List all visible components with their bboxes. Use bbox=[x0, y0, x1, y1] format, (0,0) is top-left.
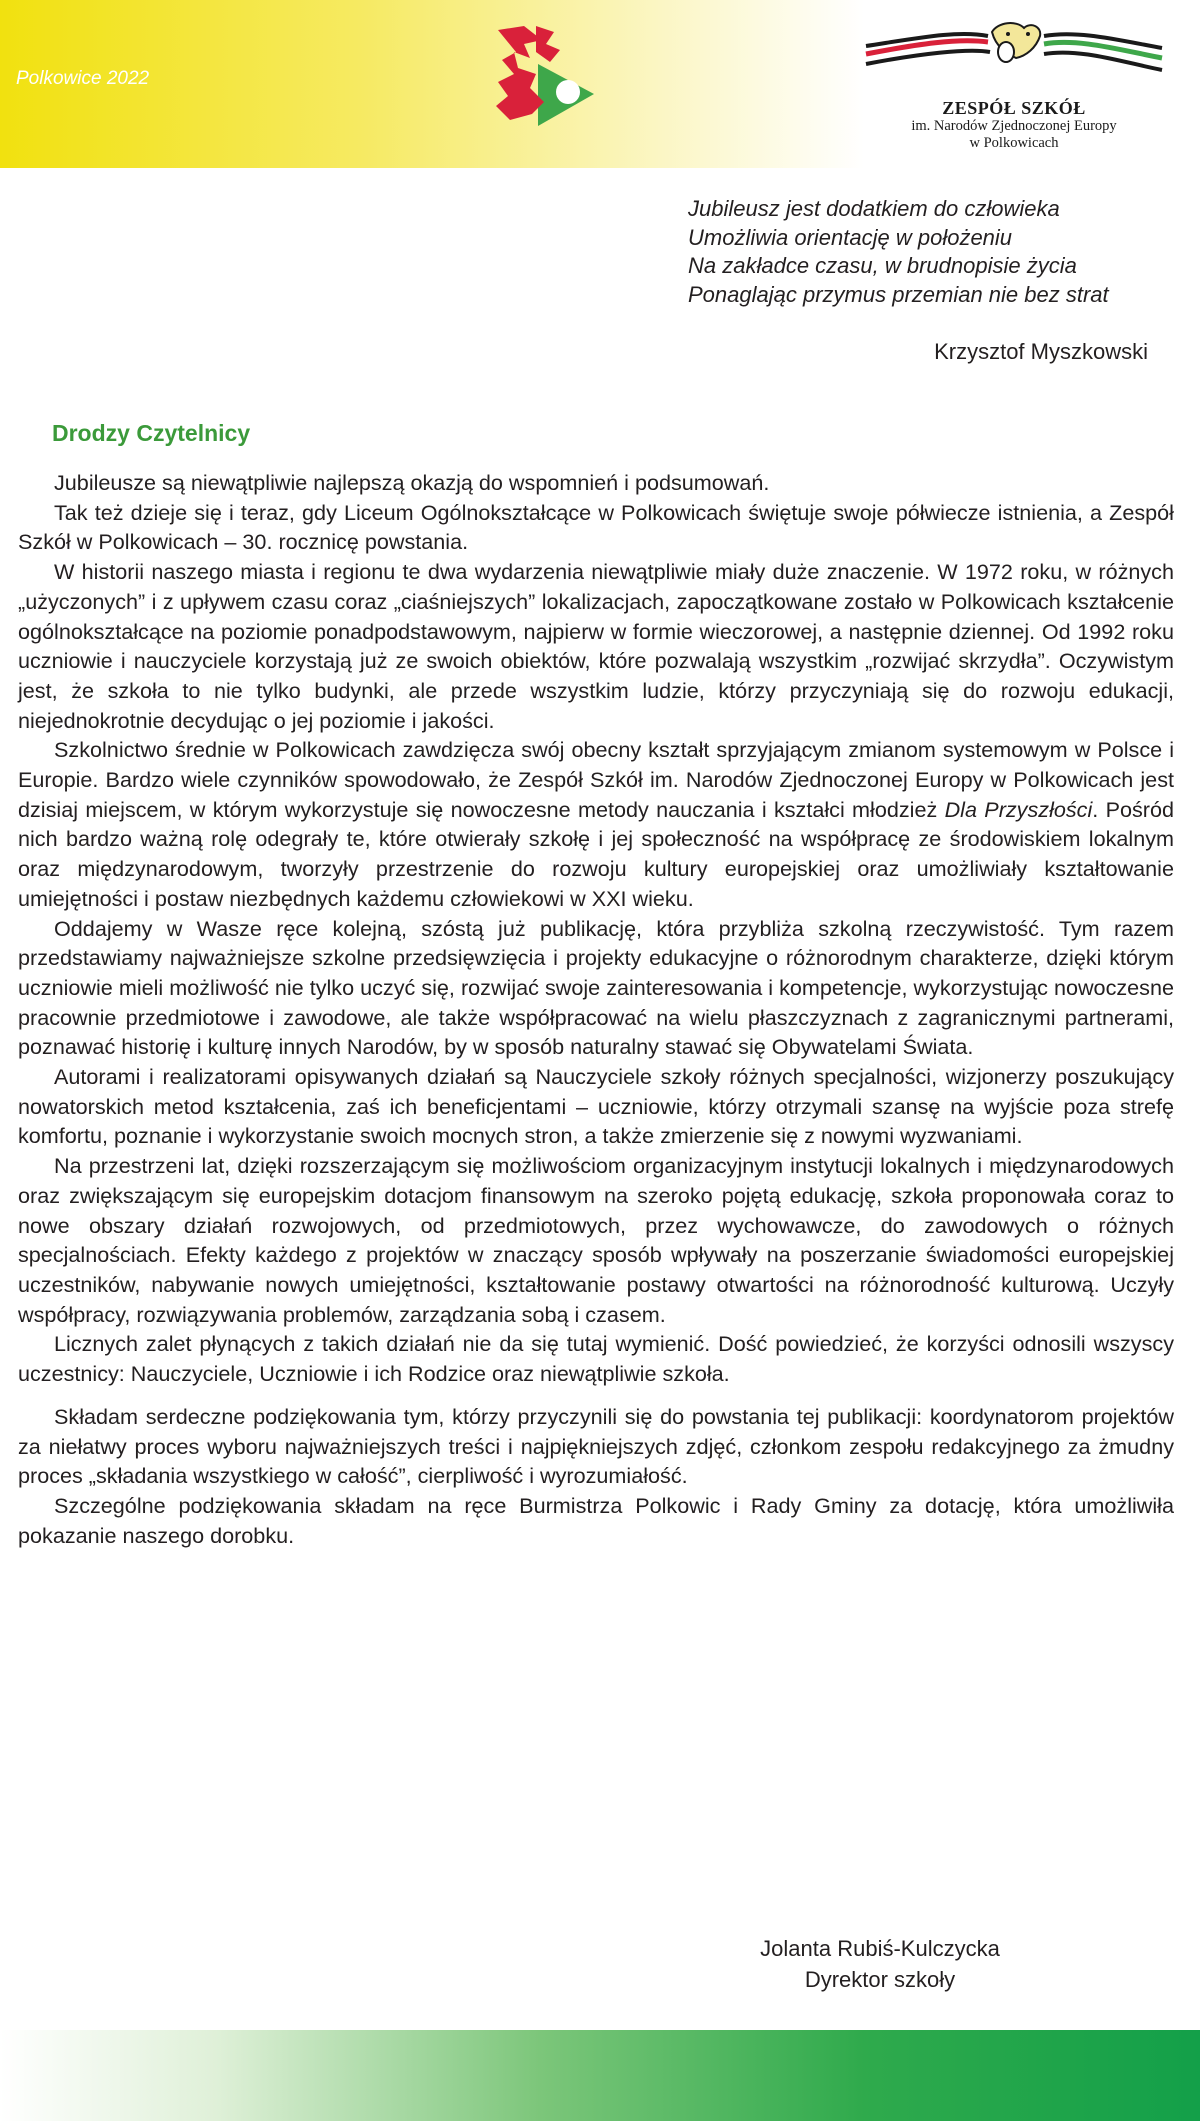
letter-paragraph: W historii naszego miasta i regionu te dwa wydarzenia niewątpliwie miały duże znaczenie. W 1972 roku, w różnych „użyczonych” i z upływem czasu coraz „ciaśniejszych” lokalizacjach, zapoczątkowane zostało w Polkowicach kształcenie ogólnokształcące na poziomie ponadpodstawowym, najpierw w formie wieczorowej, a następnie dziennej. Od 1992 roku uczniowie i nauczyciele korzystają już ze swoich obiektów, które pozwalają wszystkim „rozwijać skrzydła”. Oczywistym jest, że szkoła to nie tylko budynki, ale przede wszystkim ludzie, którzy przyczyniają się do rozwoju edukacji, niejednokrotnie decydując o jej poziomie i jakości. bbox=[18, 559, 1174, 733]
epigraph-poem bbox=[688, 195, 1148, 309]
poem-line: Na zakładce czasu, w brudnopisie życia bbox=[688, 253, 1077, 278]
poem-line: Umożliwia orientację w położeniu bbox=[688, 224, 1013, 250]
letter-paragraph: Tak też dzieje się i teraz, gdy Liceum Ogólnokształcące w Polkowicach świętuje swoje półwiecze istnienia, a Zespół Szkół w Polkowicach – 30. rocznicę powstania. bbox=[18, 499, 1174, 555]
paragraph-text: . Pośród nich bardzo ważną rolę odegrały te, które otwierały szkołę i jej społeczność na współpracę ze środowiskiem lokalnym oraz międzynarodowym, tworzyły przestrzenie do rozwoju kultury europejskiej oraz umożliwiały kształtowanie umiejętności i postaw niezbędnych każdemu człowiekowi w XXI wieku. bbox=[18, 796, 1175, 911]
letter-paragraph: Składam serdeczne podziękowania tym, którzy przyczynili się do powstania tej publikacji: koordynatorom projektów za niełatwy proces wyboru najważniejszych treści i najpiękniejszych zdjęć, członkom zespołu redakcyjnego za żmudny proces „składania wszystkiego w całość”, cierpliwość i wyrozumiałość. bbox=[18, 1403, 1174, 1489]
letter-paragraph: Licznych zalet płynących z takich działań nie da się tutaj wymienić. Dość powiedzieć, że korzyści odnosili wszyscy uczestnicy: Nauczyciele, Uczniowie i ich Rodzice oraz niewątpliwie szkoła. bbox=[18, 1331, 1174, 1387]
poem-line: Jubileusz jest dodatkiem do człowieka bbox=[688, 196, 1060, 221]
school-name-line1: ZESPÓŁ SZKÓŁ bbox=[942, 98, 1086, 118]
poem-author: Krzysztof Myszkowski bbox=[934, 339, 1148, 364]
school-name-line3: w Polkowicach bbox=[969, 135, 1059, 151]
signature-block bbox=[700, 1933, 1200, 1995]
letter-paragraph: Jubileusze są niewątpliwie najlepszą okazją do wspomnień i podsumowań. bbox=[54, 470, 770, 495]
school-name bbox=[858, 98, 1170, 152]
footer-band bbox=[0, 2030, 1200, 2121]
letter-paragraph bbox=[18, 735, 1174, 913]
header-band bbox=[0, 0, 1200, 168]
letter-greeting: Drodzy Czytelnicy bbox=[52, 420, 251, 446]
letter-paragraph: Autorami i realizatorami opisywanych działań są Nauczyciele szkoły różnych specjalności, wizjonerzy poszukujący nowatorskich metod kształcenia, zaś ich beneficjentami – uczniowie, którzy otrzymali szansę na wyjście poza strefę komfortu, poznanie i wykorzystanie swoich mocnych stron, a także zmierzenie się z nowymi wyzwaniami. bbox=[18, 1064, 1174, 1149]
letter-paragraph: Oddajemy w Wasze ręce kolejną, szóstą już publikację, która przybliża szkolną rzeczywistość. Tym razem przedstawiamy najważniejsze szkolne przedsięwzięcia i projekty edukacyjne o różnorodnym charakterze, dzięki którym uczniowie mieli możliwość nie tylko uczyć się, rozwijać swoje zainteresowania i kompetencje, wykorzystując nowoczesne pracownie przedmiotowe i zawodowe, ale także współpracować na wielu płaszczyznach z zagranicznymi partnerami, poznawać historię i kulturę innych Narodów, by w sposób naturalny stawać się Obywatelami Świata. bbox=[18, 915, 1174, 1060]
signature-name: Jolanta Rubiś-Kulczycka bbox=[760, 1936, 1000, 1961]
paragraph-text: Szkolnictwo średnie w Polkowicach zawdzięcza swój obecny kształt sprzyjającym zmianom systemowym w Polsce i Europie. Bardzo wiele czynników spowodowało, że Zespół Szkół im. Narodów Zjednoczonej Europy w Polkowicach jest dzisiaj miejscem, w którym wykorzystuje się nowoczesne metody nauczania i kształci młodzież bbox=[18, 737, 1174, 822]
jubilee-50-logo bbox=[490, 22, 602, 134]
emphasis-text: Dla Przyszłości bbox=[944, 796, 1093, 822]
letter-paragraph: Na przestrzeni lat, dzięki rozszerzającym się możliwościom organizacyjnym instytucji lokalnych i międzynarodowych oraz zwiększającym się europejskim dotacjom finansowym na szeroko pojętą edukację, szkoła proponowała coraz to nowe obszary działań rozwojowych, od przedmiotowych, przez wychowawcze, do zawodowych o różnych specjalnościach. Efekty każdego z projektów w znaczący sposób wpływały na poszerzanie świadomości europejskiej uczestników, nabywanie nowych umiejętności, kształtowanie postawy otwartości na różnorodność kulturową. Uczyły współpracy, rozwiązywania problemów, zarządzania sobą i czasem. bbox=[18, 1153, 1174, 1327]
signature-title: Dyrektor szkoły bbox=[804, 1967, 956, 1992]
letter-paragraph: Szczególne podziękowania składam na ręce Burmistrza Polkowic i Rady Gminy za dotację, która umożliwiła pokazanie naszego dorobku. bbox=[18, 1492, 1174, 1548]
school-name-line2: im. Narodów Zjednoczonej Europy bbox=[911, 118, 1117, 134]
header-tag: Polkowice 2022 bbox=[16, 68, 150, 89]
school-logo bbox=[858, 18, 1170, 158]
letter-body bbox=[18, 468, 1174, 1550]
poem-line: Ponaglając przymus przemian nie bez strat bbox=[688, 281, 1109, 307]
